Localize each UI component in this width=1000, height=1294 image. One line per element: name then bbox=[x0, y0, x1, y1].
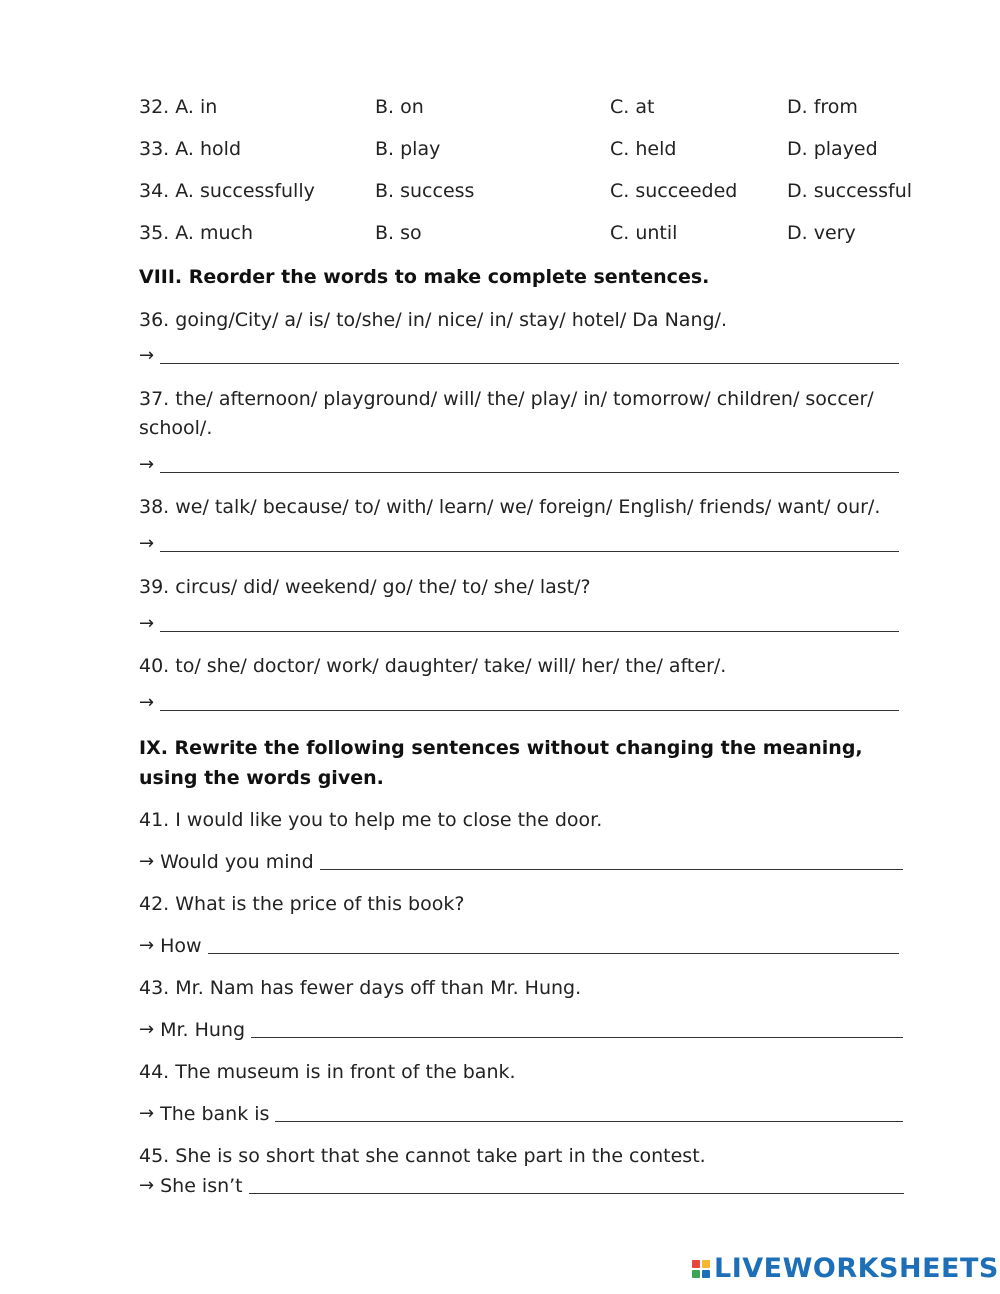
answer-line[interactable] bbox=[320, 850, 903, 870]
choice-c[interactable]: C. succeeded bbox=[610, 180, 738, 202]
answer-45 bbox=[139, 1172, 904, 1198]
answer-line[interactable] bbox=[160, 344, 899, 364]
logo-square bbox=[702, 1260, 710, 1268]
logo-square bbox=[692, 1270, 700, 1278]
answer-line[interactable] bbox=[208, 934, 899, 954]
arrow-icon: → bbox=[139, 345, 155, 366]
answer-43 bbox=[139, 1016, 903, 1042]
logo-mark-icon bbox=[692, 1260, 710, 1278]
arrow-icon: → bbox=[139, 1103, 155, 1124]
answer-36 bbox=[139, 342, 899, 368]
answer-prefix: Would you mind bbox=[160, 851, 314, 873]
choice-a[interactable]: 35. A. much bbox=[139, 222, 254, 244]
choice-d[interactable]: D. from bbox=[787, 96, 858, 118]
answer-line[interactable] bbox=[160, 612, 899, 632]
section-ix-heading: IX. Rewrite the following sentences without changing the meaning, using the words given. bbox=[139, 737, 863, 789]
choice-a[interactable]: 34. A. successfully bbox=[139, 180, 315, 202]
answer-prefix: The bank is bbox=[160, 1103, 270, 1125]
arrow-icon: → bbox=[139, 692, 155, 713]
question-38: 38. we/ talk/ because/ to/ with/ learn/ we/ foreign/ English/ friends/ want/ our/. bbox=[139, 496, 881, 518]
section-viii-heading: VIII. Reorder the words to make complete sentences. bbox=[139, 266, 710, 288]
choice-c[interactable]: C. held bbox=[610, 138, 677, 160]
choice-d[interactable]: D. played bbox=[787, 138, 878, 160]
choice-a[interactable]: 33. A. hold bbox=[139, 138, 242, 160]
question-43: 43. Mr. Nam has fewer days off than Mr. Hung. bbox=[139, 977, 582, 999]
answer-42 bbox=[139, 932, 899, 958]
choice-row-34 bbox=[139, 180, 929, 210]
choice-c[interactable]: C. at bbox=[610, 96, 655, 118]
choice-b[interactable]: B. play bbox=[375, 138, 441, 160]
answer-37 bbox=[139, 451, 899, 477]
answer-line[interactable] bbox=[249, 1174, 904, 1194]
liveworksheets-logo bbox=[692, 1253, 999, 1284]
choice-b[interactable]: B. so bbox=[375, 222, 422, 244]
arrow-icon: → bbox=[139, 935, 155, 956]
answer-39 bbox=[139, 610, 899, 636]
answer-prefix: She isn’t bbox=[160, 1175, 243, 1197]
answer-prefix: How bbox=[160, 935, 202, 957]
choice-b[interactable]: B. on bbox=[375, 96, 424, 118]
logo-square bbox=[692, 1260, 700, 1268]
answer-line[interactable] bbox=[160, 453, 899, 473]
choice-b[interactable]: B. success bbox=[375, 180, 475, 202]
choice-d[interactable]: D. successful bbox=[787, 180, 913, 202]
answer-41 bbox=[139, 848, 903, 874]
choice-row-35 bbox=[139, 222, 929, 252]
answer-44 bbox=[139, 1100, 903, 1126]
question-45: 45. She is so short that she cannot take part in the contest. bbox=[139, 1145, 706, 1167]
arrow-icon: → bbox=[139, 533, 155, 554]
answer-40 bbox=[139, 689, 899, 715]
arrow-icon: → bbox=[139, 851, 155, 872]
answer-38 bbox=[139, 530, 899, 556]
question-40: 40. to/ she/ doctor/ work/ daughter/ take/ will/ her/ the/ after/. bbox=[139, 655, 727, 677]
answer-prefix: Mr. Hung bbox=[160, 1019, 246, 1041]
choice-row-32 bbox=[139, 96, 929, 126]
question-42: 42. What is the price of this book? bbox=[139, 893, 465, 915]
answer-line[interactable] bbox=[160, 532, 899, 552]
question-41: 41. I would like you to help me to close the door. bbox=[139, 809, 603, 831]
question-36: 36. going/City/ a/ is/ to/she/ in/ nice/ in/ stay/ hotel/ Da Nang/. bbox=[139, 309, 727, 331]
choice-d[interactable]: D. very bbox=[787, 222, 856, 244]
question-44: 44. The museum is in front of the bank. bbox=[139, 1061, 516, 1083]
arrow-icon: → bbox=[139, 613, 155, 634]
choice-a[interactable]: 32. A. in bbox=[139, 96, 218, 118]
logo-square bbox=[702, 1270, 710, 1278]
logo-text: LIVEWORKSHEETS bbox=[714, 1253, 999, 1284]
choice-row-33 bbox=[139, 138, 929, 168]
question-39: 39. circus/ did/ weekend/ go/ the/ to/ she/ last/? bbox=[139, 576, 591, 598]
question-37: 37. the/ afternoon/ playground/ will/ the/ play/ in/ tomorrow/ children/ soccer/ school/. bbox=[139, 388, 874, 439]
arrow-icon: → bbox=[139, 1175, 155, 1196]
choice-c[interactable]: C. until bbox=[610, 222, 678, 244]
answer-line[interactable] bbox=[160, 691, 899, 711]
arrow-icon: → bbox=[139, 1019, 155, 1040]
answer-line[interactable] bbox=[251, 1018, 903, 1038]
arrow-icon: → bbox=[139, 454, 155, 475]
answer-line[interactable] bbox=[275, 1102, 903, 1122]
